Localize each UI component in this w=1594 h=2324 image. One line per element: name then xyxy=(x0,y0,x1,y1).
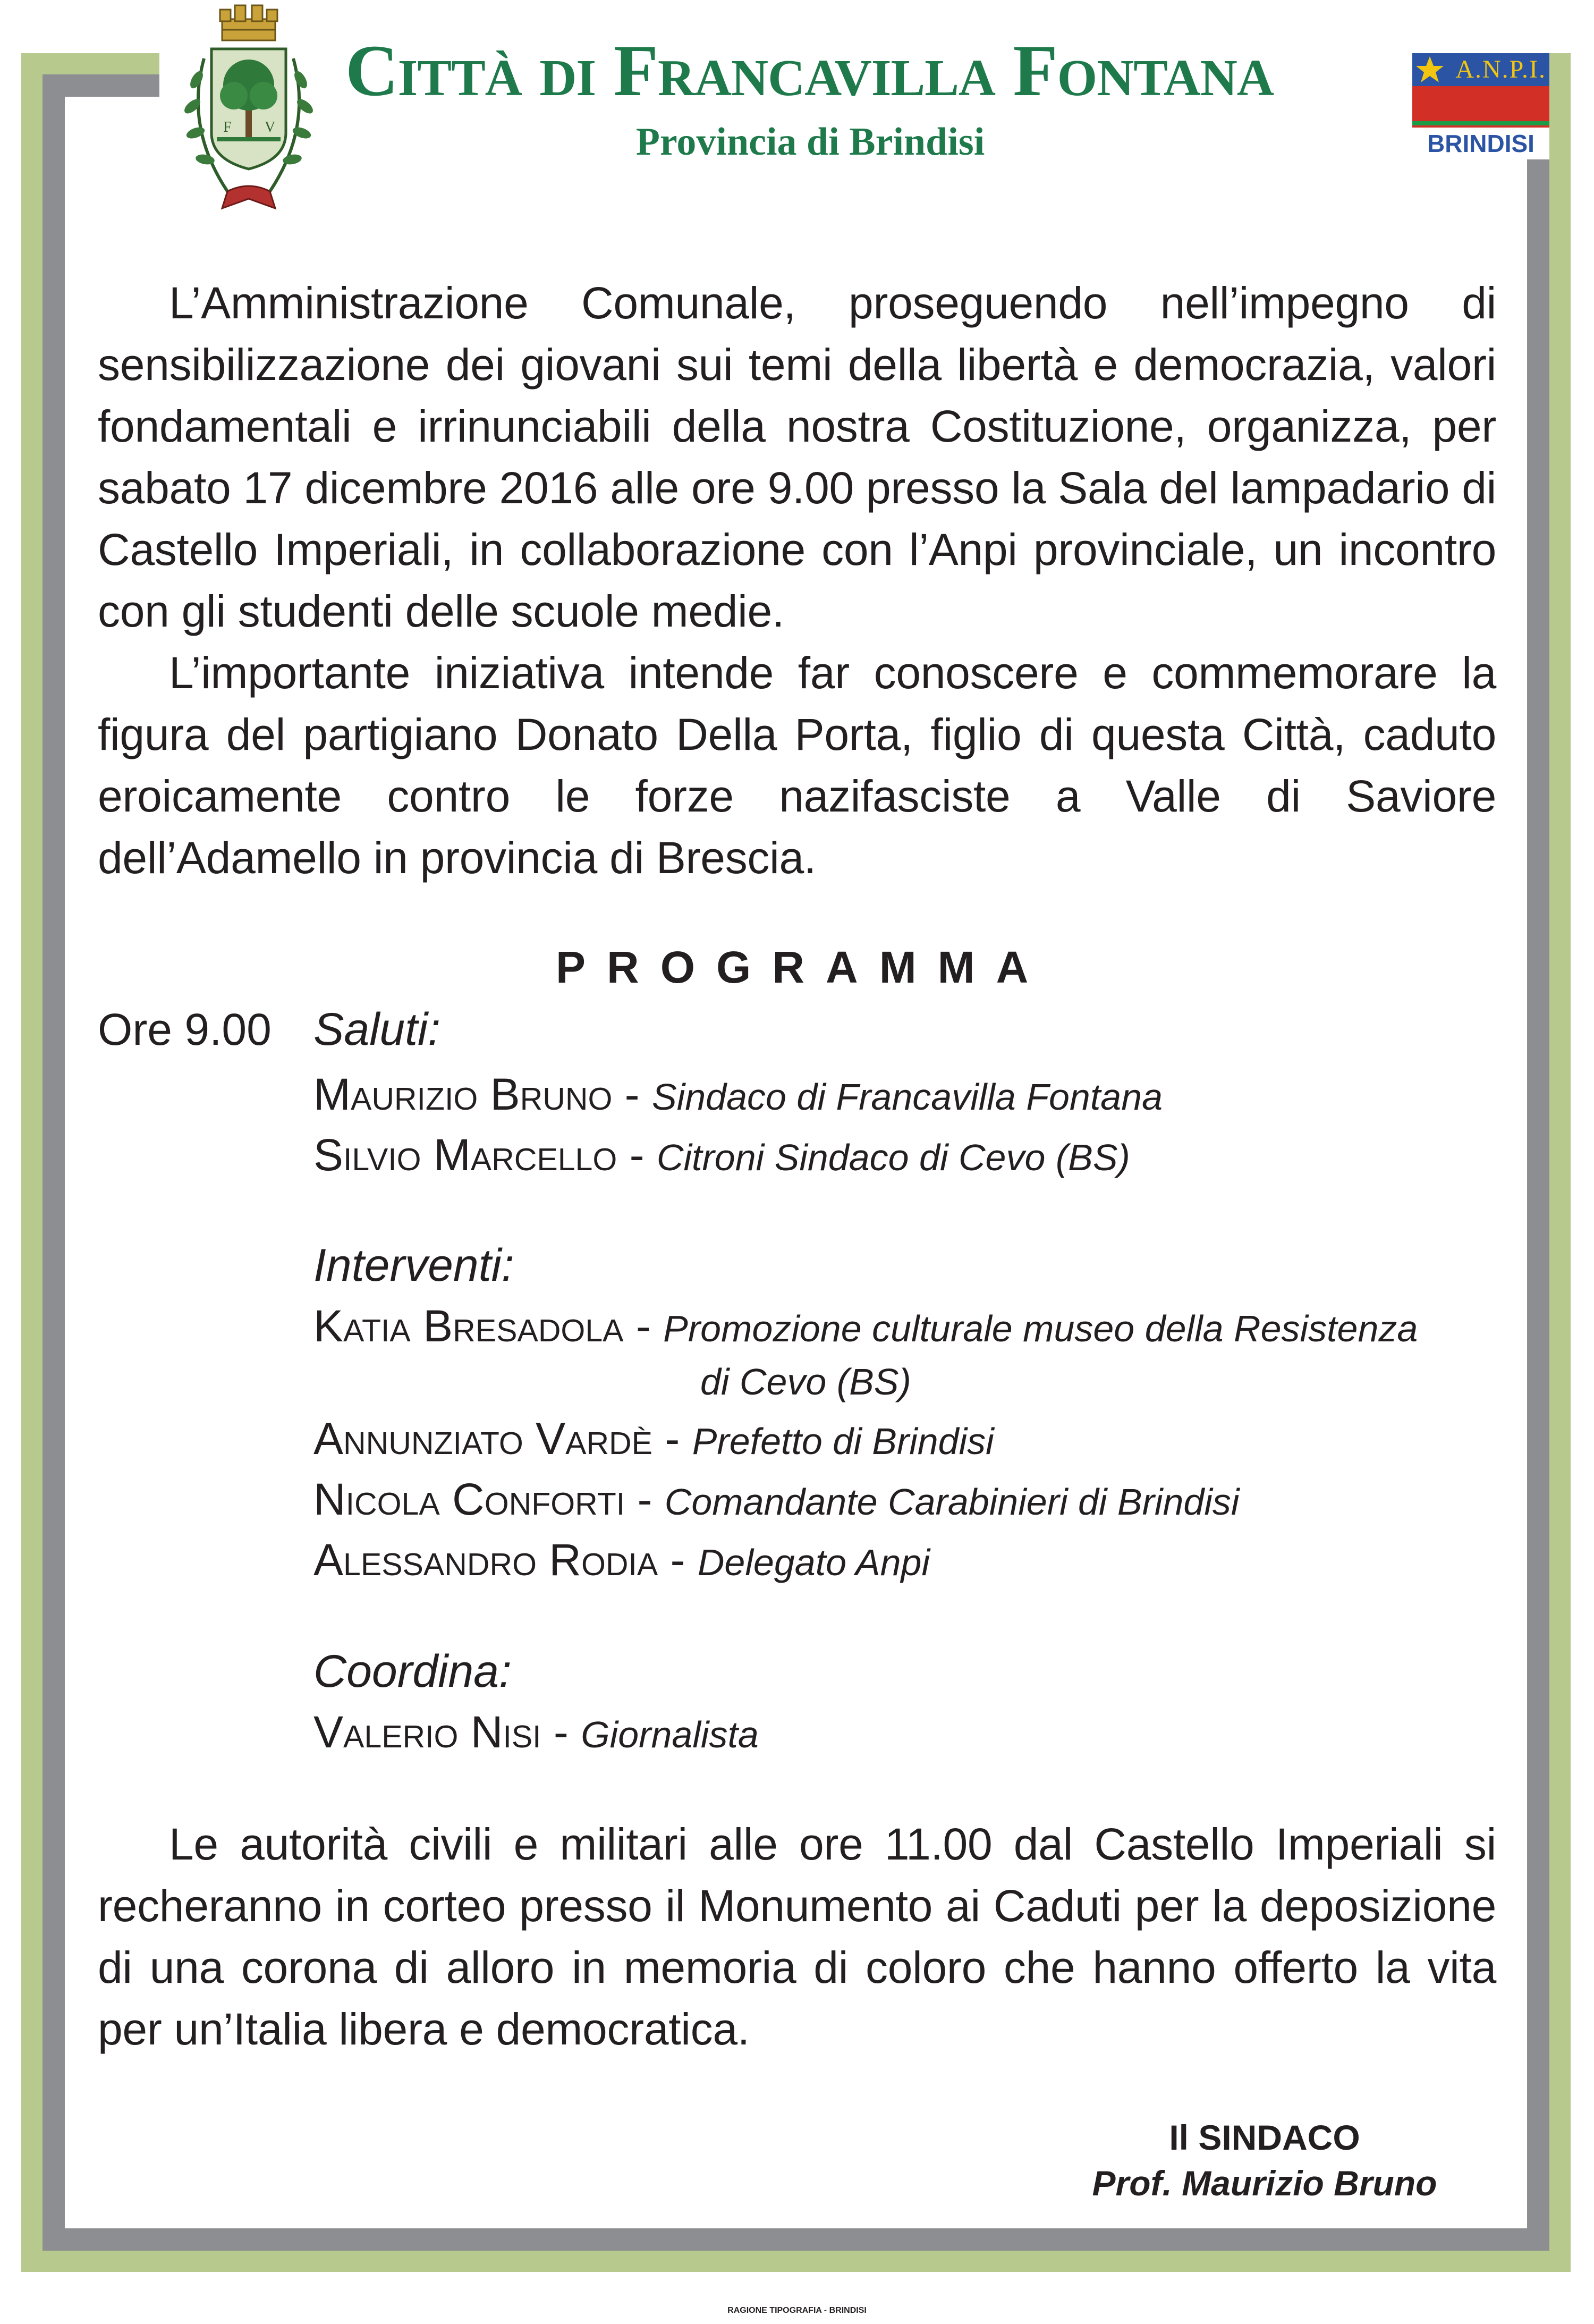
signature-name: Prof. Maurizio Bruno xyxy=(1092,2164,1437,2203)
speaker-row: Maurizio Bruno - Sindaco di Francavilla Fontana xyxy=(313,1069,1163,1119)
signature-title: Il SINDACO xyxy=(1169,2118,1360,2157)
speaker-role: Giornalista xyxy=(581,1714,759,1755)
speaker-role: Comandante Carabinieri di Brindisi xyxy=(664,1481,1240,1523)
speaker-name: Alessandro Rodia xyxy=(313,1535,658,1585)
province-subtitle: Provincia di Brindisi xyxy=(635,120,985,164)
programma-title: PROGRAMMA xyxy=(556,942,1050,992)
star-icon xyxy=(1414,54,1445,85)
speaker-row: Alessandro Rodia - Delegato Anpi xyxy=(313,1535,930,1585)
speaker-role: Promozione culturale museo della Resistenza xyxy=(663,1308,1418,1349)
anpi-city: BRINDISI xyxy=(1412,128,1549,159)
speaker-role: Citroni Sindaco di Cevo (BS) xyxy=(656,1137,1130,1178)
intro-paragraph-1: L’Amministrazione Comunale, proseguendo nell’impegno di sensibilizzazione dei giovani sui temi della libertà e democrazia, valori fondamentali e irrinunciabili della nostra Costituzione, organizza, per sabato 17 dicembre 2016 alle ore 9.00 presso la Sala del lampadario di Castello Imperiali, in collaborazione con l’Anpi provinciale, un incontro con gli studenti delle scuole medie. xyxy=(98,278,1496,636)
printer-credit: RAGIONE TIPOGRAFIA - BRINDISI xyxy=(727,2306,867,2315)
speaker-role: Sindaco di Francavilla Fontana xyxy=(652,1076,1163,1118)
anpi-logo xyxy=(1412,53,1549,159)
speaker-row: Annunziato Vardè - Prefetto di Brindisi xyxy=(313,1414,994,1464)
speaker-name: Nicola Conforti xyxy=(313,1474,625,1524)
italian-flag-icon xyxy=(1412,86,1549,128)
programma-time: Ore 9.00 xyxy=(98,1004,272,1054)
speaker-name: Annunziato Vardè xyxy=(313,1414,653,1464)
crest-initial-v: V xyxy=(265,119,276,136)
speaker-role: Delegato Anpi xyxy=(697,1542,930,1583)
speaker-row: Katia Bresadola - Promozione culturale museo della Resistenza xyxy=(313,1301,1418,1351)
saluti-heading: Saluti: xyxy=(313,1004,441,1055)
speaker-name: Katia Bresadola xyxy=(313,1301,624,1351)
speaker-name: Valerio Nisi xyxy=(313,1707,541,1757)
intro-paragraph-2: L’importante iniziativa intende far conoscere e commemorare la figura del partigiano Donato Della Porta, figlio di questa Città, caduto eroicamente contro le forze nazifasciste a Valle di Saviore dell’Adamello in provincia di Brescia. xyxy=(98,648,1496,883)
city-crest-icon xyxy=(169,0,328,234)
interventi-heading: Interventi: xyxy=(313,1240,514,1291)
speaker-name: Silvio Marcello xyxy=(313,1130,617,1180)
city-title: Città di Francavilla Fontana xyxy=(345,30,1274,111)
speaker-name: Maurizio Bruno xyxy=(313,1069,613,1119)
speaker-role: Prefetto di Brindisi xyxy=(692,1421,994,1462)
speaker-row: Valerio Nisi - Giornalista xyxy=(313,1707,759,1757)
speaker-role-continued: di Cevo (BS) xyxy=(700,1361,911,1402)
speaker-row: Silvio Marcello - Citroni Sindaco di Cevo (BS) xyxy=(313,1130,1130,1180)
coordina-heading: Coordina: xyxy=(313,1646,512,1697)
speaker-row: Nicola Conforti - Comandante Carabinieri di Brindisi xyxy=(313,1474,1240,1524)
anpi-label: A.N.P.I. xyxy=(1412,53,1549,86)
crest-initial-f: F xyxy=(223,119,232,136)
closing-paragraph: Le autorità civili e militari alle ore 11.00 dal Castello Imperiali si recheranno in corteo presso il Monumento ai Caduti per la deposizione di una corona di alloro in memoria di coloro che hanno offerto la vita per un’Italia libera e democratica. xyxy=(98,1819,1496,2054)
